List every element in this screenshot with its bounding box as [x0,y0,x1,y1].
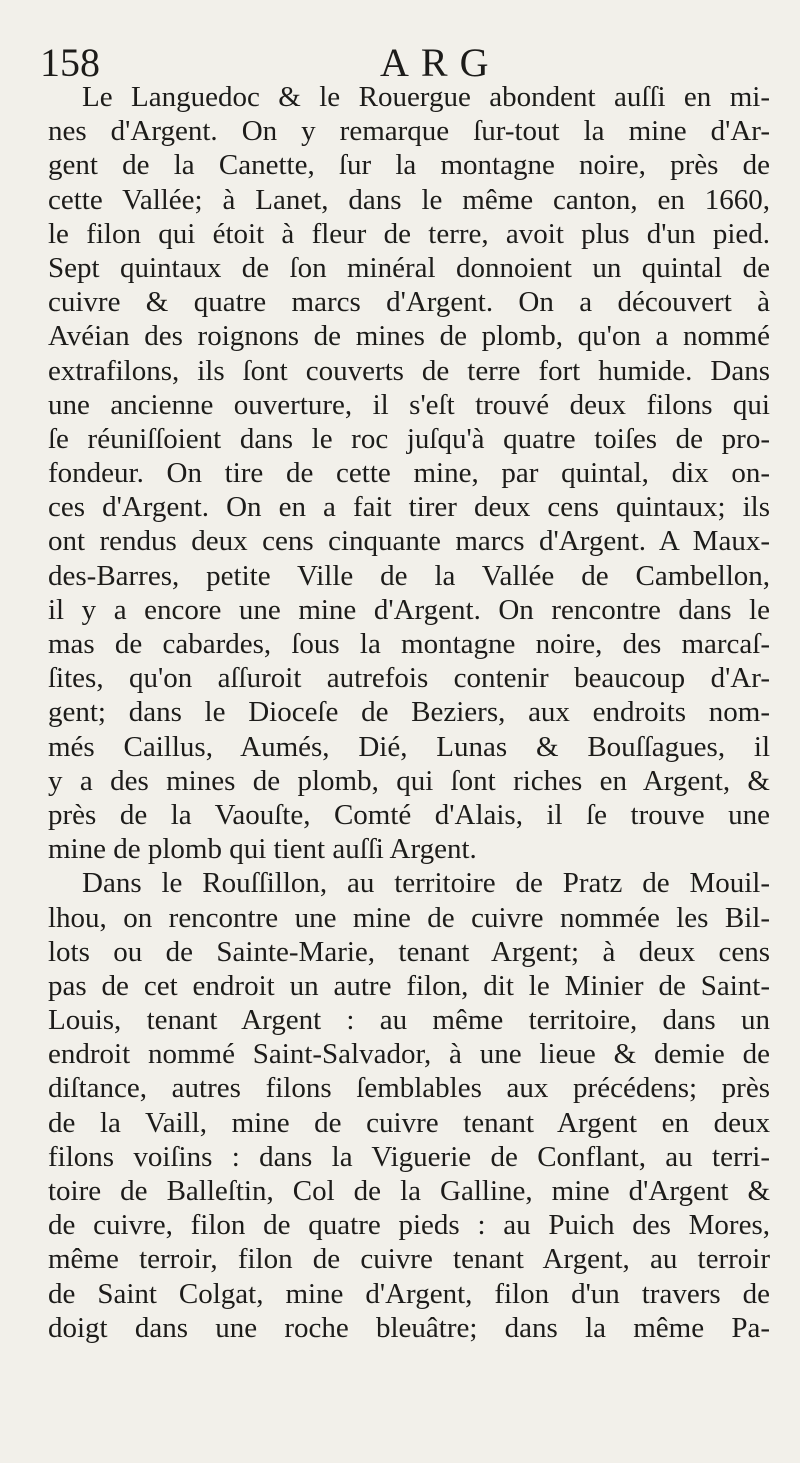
text-line: le filon qui étoit à fleur de terre, avoit plus d'un pied. [48,217,770,250]
text-line: Dans le Rouſſillon, au territoire de Pratz de Mouil- [82,867,770,900]
text-line: nes d'Argent. On y remarque ſur-tout la mine d'Ar- [48,115,770,148]
text-line: y a des mines de plomb, qui ſont riches en Argent, & [48,764,770,797]
text-line: extrafilons, ils ſont couverts de terre fort humide. Dans [48,354,770,387]
text-line: fondeur. On tire de cette mine, par quintal, dix on- [48,457,770,490]
running-head: ARG [380,40,501,85]
text-line: gent; dans le Dioceſe de Beziers, aux endroits nom- [48,696,770,729]
text-line: de Saint Colgat, mine d'Argent, filon d'un travers de [48,1277,770,1310]
text-line: Le Languedoc & le Rouergue abondent auſſi en mi- [82,81,770,113]
body-text [48,80,770,1345]
text-line: ont rendus deux cens cinquante marcs d'Argent. A Maux- [48,525,770,558]
text-line: près de la Vaouſte, Comté d'Alais, il ſe trouve une [48,798,770,831]
text-line: toire de Balleſtin, Col de la Galline, mine d'Argent & [48,1175,770,1207]
text-line: pas de cet endroit un autre filon, dit le Minier de Saint- [48,969,770,1002]
text-line: gent de la Canette, ſur la montagne noire, près de [48,149,770,182]
paragraph-1 [48,80,770,866]
text-line: lhou, on rencontre une mine de cuivre nommée les Bil- [48,901,770,934]
text-line: cette Vallée; à Lanet, dans le même canton, en 1660, [48,183,770,216]
text-line: même terroir, filon de cuivre tenant Argent, au terroir [48,1243,770,1276]
text-line: une ancienne ouverture, il s'eſt trouvé deux filons qui [48,388,770,421]
text-line: cuivre & quatre marcs d'Argent. On a découvert à [48,286,770,319]
paragraph-2 [48,866,770,1345]
page-number: 158 [40,40,100,85]
text-line: il y a encore une mine d'Argent. On rencontre dans le [48,593,770,626]
text-line: Louis, tenant Argent : au même territoire, dans un [48,1004,770,1037]
text-line: Sept quintaux de ſon minéral donnoient un quintal de [48,251,770,284]
text-line: de cuivre, filon de quatre pieds : au Puich des Mores, [48,1209,770,1242]
text-line: diſtance, autres filons ſemblables aux précédens; près [48,1072,770,1105]
text-line: més Caillus, Aumés, Dié, Lunas & Bouſſagues, il [48,730,770,763]
text-line: des-Barres, petite Ville de la Vallée de Cambellon, [48,559,770,592]
text-line: ſe réuniſſoient dans le roc juſqu'à quatre toiſes de pro- [48,422,770,455]
text-line: doigt dans une roche bleuâtre; dans la même Pa- [48,1311,770,1344]
text-line: mine de plomb qui tient auſſi Argent. [48,833,477,866]
text-line: filons voiſins : dans la Viguerie de Conflant, au terri- [48,1140,770,1173]
text-line: lots ou de Sainte-Marie, tenant Argent; à deux cens [48,935,770,968]
text-line: endroit nommé Saint-Salvador, à une lieue & demie de [48,1038,770,1071]
text-line: ſites, qu'on aſſuroit autrefois contenir beaucoup d'Ar- [48,662,770,695]
text-line: ces d'Argent. On en a fait tirer deux cens quintaux; ils [48,491,770,524]
text-line: mas de cabardes, ſous la montagne noire, des marcaſ- [48,628,770,660]
text-line: Avéian des roignons de mines de plomb, qu'on a nommé [48,320,770,353]
text-line: de la Vaill, mine de cuivre tenant Argent en deux [48,1106,770,1139]
